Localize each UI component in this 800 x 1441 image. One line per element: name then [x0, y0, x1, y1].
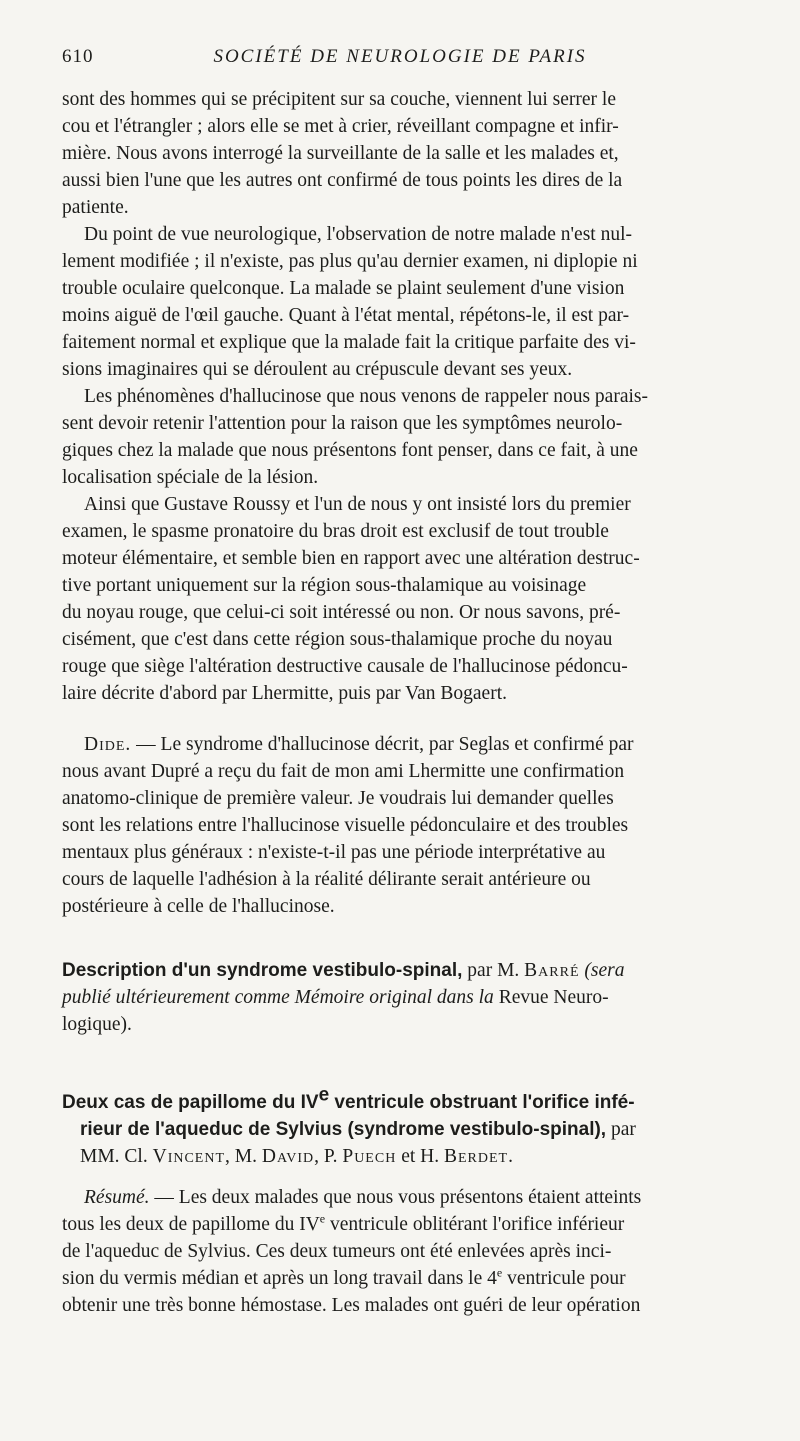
text-line: patiente.	[62, 197, 129, 218]
section-title-papillome-cont: rieur de l'aqueduc de Sylvius (syndrome vestibulo-spinal), par	[80, 1119, 636, 1140]
text-line: moteur élémentaire, et semble bien en rapport avec une altération destruc-	[62, 548, 640, 569]
text-line: sion du vermis médian et après un long travail dans le 4e ventricule pour	[62, 1265, 626, 1289]
text-line: obtenir une très bonne hémostase. Les malades ont guéri de leur opération	[62, 1295, 641, 1316]
text-line: logique).	[62, 1014, 132, 1035]
text-line: sions imaginaires qui se déroulent au crépuscule devant ses yeux.	[62, 359, 573, 380]
text-line: sont des hommes qui se précipitent sur sa couche, viennent lui serrer le	[62, 89, 616, 110]
text-line: aussi bien l'une que les autres ont confirmé de tous points les dires de la	[62, 170, 623, 191]
author-name: Barré	[524, 960, 580, 981]
text-line: lement modifiée ; il n'existe, pas plus qu'au dernier examen, ni diplopie ni	[62, 251, 638, 272]
text-line: Du point de vue neurologique, l'observation de notre malade n'est nul-	[84, 224, 633, 245]
text-line: de l'aqueduc de Sylvius. Ces deux tumeurs ont été enlevées après inci-	[62, 1241, 612, 1262]
resume-label: Résumé.	[84, 1187, 150, 1208]
text-line: Ainsi que Gustave Roussy et l'un de nous y ont insisté lors du premier	[84, 494, 631, 515]
text-line: tive portant uniquement sur la région sous-thalamique au voisinage	[62, 575, 587, 596]
text-line: postérieure à celle de l'hallucinose.	[62, 896, 335, 917]
text-line: mentaux plus généraux : n'existe-t-il pas une période interprétative au	[62, 842, 606, 863]
text-line: mière. Nous avons interrogé la surveillante de la salle et les malades et,	[62, 143, 619, 164]
text-line: examen, le spasme pronatoire du bras droit est exclusif de tout trouble	[62, 521, 609, 542]
text-line: giques chez la malade que nous présentons font penser, dans ce fait, à une	[62, 440, 638, 461]
text-line: cou et l'étrangler ; alors elle se met à crier, réveillant compagne et infir-	[62, 116, 619, 137]
text-line: cisément, que c'est dans cette région sous-thalamique proche du noyau	[62, 629, 613, 650]
text-line: Résumé. — Les deux malades que nous vous présentons étaient atteints	[84, 1187, 642, 1208]
section-title-papillome: Deux cas de papillome du IVe ventricule obstruant l'orifice infé-	[62, 1084, 635, 1113]
speaker-name: Dide.	[84, 734, 132, 755]
text-line: tous les deux de papillome du IVe ventricule oblitérant l'orifice inférieur	[62, 1211, 625, 1235]
text-line: moins aiguë de l'œil gauche. Quant à l'état mental, répétons-le, il est par-	[62, 305, 630, 326]
text-line: laire décrite d'abord par Lhermitte, puis par Van Bogaert.	[62, 683, 507, 704]
text-line: faitement normal et explique que la malade fait la critique parfaite des vi-	[62, 332, 636, 353]
text-line: publié ultérieurement comme Mémoire original dans la Revue Neuro-	[62, 987, 609, 1008]
text-line: du noyau rouge, que celui-ci soit intéressé ou non. Or nous savons, pré-	[62, 602, 621, 623]
text-line: Dide. — Le syndrome d'hallucinose décrit, par Seglas et confirmé par	[84, 734, 634, 755]
text-line: nous avant Dupré a reçu du fait de mon ami Lhermitte une confirmation	[62, 761, 625, 782]
authors-line: MM. Cl. Vincent, M. David, P. Puech et H. Berdet.	[80, 1146, 513, 1167]
section-title-vestibulo-spinal: Description d'un syndrome vestibulo-spinal, par M. Barré (sera	[62, 960, 625, 981]
text-line: cours de laquelle l'adhésion à la réalité délirante serait antérieure ou	[62, 869, 591, 890]
text-line: sont les relations entre l'hallucinose visuelle pédonculaire et des troubles	[62, 815, 629, 836]
text-line: Les phénomènes d'hallucinose que nous venons de rappeler nous parais-	[84, 386, 648, 407]
text-line: rouge que siège l'altération destructive causale de l'hallucinose pédoncu-	[62, 656, 628, 677]
text-line: trouble oculaire quelconque. La malade se plaint seulement d'une vision	[62, 278, 625, 299]
running-header	[62, 46, 738, 76]
page-number: 610	[62, 46, 94, 67]
text-line: localisation spéciale de la lésion.	[62, 467, 319, 488]
text-line: anatomo-clinique de première valeur. Je voudrais lui demander quelles	[62, 788, 614, 809]
text-line: sent devoir retenir l'attention pour la raison que les symptômes neurolo-	[62, 413, 623, 434]
running-title: SOCIÉTÉ DE NEUROLOGIE DE PARIS	[213, 46, 587, 67]
